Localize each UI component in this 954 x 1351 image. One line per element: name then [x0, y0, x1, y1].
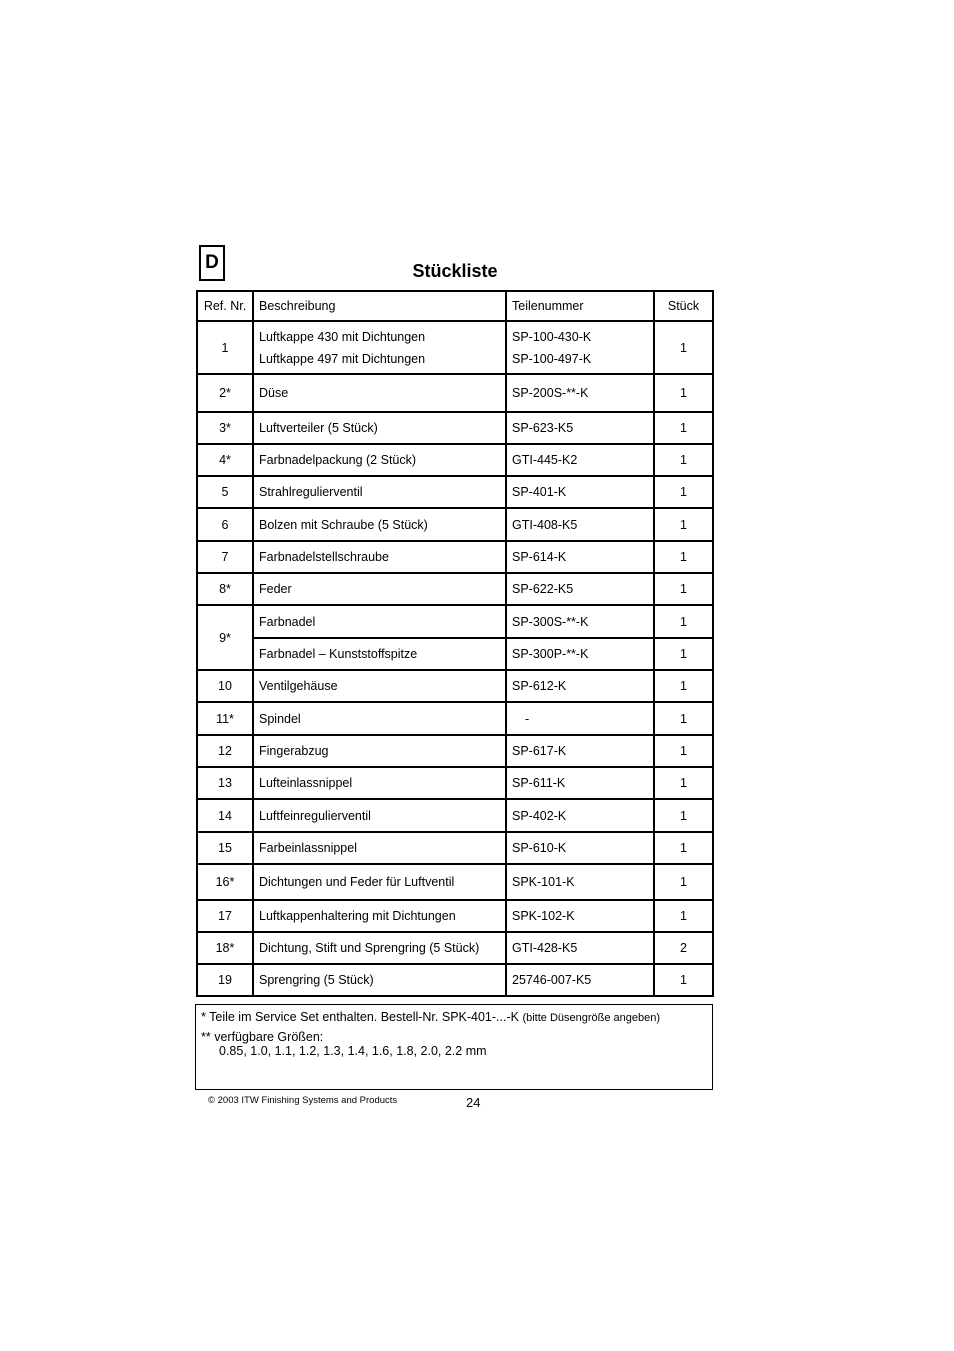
cell-quantity: 1 — [654, 638, 713, 670]
cell-quantity: 1 — [654, 799, 713, 832]
cell-ref: 16* — [197, 864, 253, 900]
table-row — [197, 670, 713, 702]
cell-description: Strahlregulierventil — [253, 476, 506, 508]
cell-part-number: 25746-007-K5 — [506, 964, 654, 996]
table-row — [197, 767, 713, 799]
cell-ref: 15 — [197, 832, 253, 864]
cell-ref: 12 — [197, 735, 253, 767]
cell-part-number: GTI-408-K5 — [506, 508, 654, 541]
cell-description: Spindel — [253, 702, 506, 735]
cell-part-number: SPK-101-K — [506, 864, 654, 900]
cell-quantity: 1 — [654, 374, 713, 412]
cell-description: Lufteinlassnippel — [253, 767, 506, 799]
cell-ref: 4* — [197, 444, 253, 476]
cell-ref: 2* — [197, 374, 253, 412]
table-row — [197, 964, 713, 996]
table-row — [197, 864, 713, 900]
cell-part-number: SP-612-K — [506, 670, 654, 702]
cell-quantity: 1 — [654, 964, 713, 996]
table-row — [197, 412, 713, 444]
table-row — [197, 321, 713, 374]
cell-quantity: 1 — [654, 702, 713, 735]
cell-part-number: GTI-428-K5 — [506, 932, 654, 964]
cell-quantity: 1 — [654, 735, 713, 767]
cell-part-number: GTI-445-K2 — [506, 444, 654, 476]
note-sizes-values: 0.85, 1.0, 1.1, 1.2, 1.3, 1.4, 1.6, 1.8, 2.0, 2.2 mm — [219, 1044, 487, 1058]
cell-quantity: 1 — [654, 832, 713, 864]
cell-quantity: 1 — [654, 321, 713, 374]
cell-description: Farbnadelstellschraube — [253, 541, 506, 573]
table-row — [197, 444, 713, 476]
note-service-set-text: * Teile im Service Set enthalten. Bestell-Nr. SPK-401-...-K — [201, 1010, 519, 1024]
language-marker: D — [199, 245, 225, 281]
cell-quantity: 1 — [654, 444, 713, 476]
table-row — [197, 508, 713, 541]
table-row — [197, 702, 713, 735]
cell-part-number: SP-402-K — [506, 799, 654, 832]
table-row — [197, 573, 713, 605]
notes-box — [195, 1004, 713, 1090]
cell-description: Sprengring (5 Stück) — [253, 964, 506, 996]
cell-ref: 6 — [197, 508, 253, 541]
cell-quantity: 1 — [654, 541, 713, 573]
cell-part-number: SP-401-K — [506, 476, 654, 508]
cell-description: Fingerabzug — [253, 735, 506, 767]
copyright: © 2003 ITW Finishing Systems and Products — [208, 1095, 398, 1106]
cell-part-line: SP-100-497-K — [512, 351, 592, 366]
cell-description-line: Luftkappe 497 mit Dichtungen — [259, 351, 426, 366]
table-row — [197, 932, 713, 964]
cell-part-number — [506, 321, 654, 374]
cell-description-line: Luftkappe 430 mit Dichtungen — [259, 329, 426, 344]
cell-part-line: SP-100-430-K — [512, 329, 592, 344]
cell-description: Luftverteiler (5 Stück) — [253, 412, 506, 444]
cell-part-number: SP-623-K5 — [506, 412, 654, 444]
table-row — [197, 638, 713, 670]
cell-description: Luftkappenhaltering mit Dichtungen — [253, 900, 506, 932]
cell-description: Farbnadel – Kunststoffspitze — [253, 638, 506, 670]
table-row — [197, 476, 713, 508]
cell-quantity: 1 — [654, 864, 713, 900]
header-quantity: Stück — [654, 291, 713, 321]
table-row — [197, 605, 713, 638]
table-row — [197, 735, 713, 767]
cell-ref: 14 — [197, 799, 253, 832]
table-row — [197, 374, 713, 412]
cell-description — [253, 321, 506, 374]
cell-description: Dichtungen und Feder für Luftventil — [253, 864, 506, 900]
cell-quantity: 1 — [654, 573, 713, 605]
header-part-number: Teilenummer — [506, 291, 654, 321]
header-description: Beschreibung — [253, 291, 506, 321]
cell-description: Bolzen mit Schraube (5 Stück) — [253, 508, 506, 541]
cell-part-number: SP-300S-**-K — [506, 605, 654, 638]
cell-description: Farbnadel — [253, 605, 506, 638]
page-number: 24 — [466, 1095, 481, 1110]
cell-part-number: SP-622-K5 — [506, 573, 654, 605]
table-header-row — [197, 291, 713, 321]
cell-ref: 5 — [197, 476, 253, 508]
cell-part-number: - — [506, 702, 654, 735]
cell-description: Farbeinlassnippel — [253, 832, 506, 864]
cell-ref: 8* — [197, 573, 253, 605]
cell-quantity: 1 — [654, 767, 713, 799]
cell-ref: 18* — [197, 932, 253, 964]
cell-ref: 17 — [197, 900, 253, 932]
cell-ref: 7 — [197, 541, 253, 573]
cell-ref: 13 — [197, 767, 253, 799]
parts-table — [196, 290, 714, 997]
cell-description: Luftfeinregulierventil — [253, 799, 506, 832]
cell-part-number: SP-200S-**-K — [506, 374, 654, 412]
cell-part-number: SP-300P-**-K — [506, 638, 654, 670]
note-service-set — [201, 1010, 707, 1024]
cell-ref: 19 — [197, 964, 253, 996]
table-row — [197, 832, 713, 864]
cell-description: Düse — [253, 374, 506, 412]
cell-quantity: 1 — [654, 670, 713, 702]
cell-description: Farbnadelpackung (2 Stück) — [253, 444, 506, 476]
cell-description: Feder — [253, 573, 506, 605]
table-row — [197, 900, 713, 932]
cell-quantity: 1 — [654, 412, 713, 444]
cell-part-number: SP-611-K — [506, 767, 654, 799]
cell-ref: 3* — [197, 412, 253, 444]
cell-ref: 10 — [197, 670, 253, 702]
cell-quantity: 1 — [654, 605, 713, 638]
table-row — [197, 799, 713, 832]
cell-quantity: 1 — [654, 508, 713, 541]
cell-quantity: 1 — [654, 900, 713, 932]
cell-ref: 11* — [197, 702, 253, 735]
cell-part-number: SP-614-K — [506, 541, 654, 573]
cell-part-number: SP-610-K — [506, 832, 654, 864]
cell-description: Dichtung, Stift und Sprengring (5 Stück) — [253, 932, 506, 964]
cell-description: Ventilgehäuse — [253, 670, 506, 702]
note-service-set-hint: (bitte Düsengröße angeben) — [522, 1012, 661, 1024]
header-ref: Ref. Nr. — [197, 291, 253, 321]
cell-part-number: SP-617-K — [506, 735, 654, 767]
cell-quantity: 2 — [654, 932, 713, 964]
table-row — [197, 541, 713, 573]
note-sizes-label: ** verfügbare Größen: — [201, 1030, 324, 1044]
cell-ref: 9* — [197, 605, 253, 670]
cell-quantity: 1 — [654, 476, 713, 508]
cell-ref: 1 — [197, 321, 253, 374]
cell-part-number: SPK-102-K — [506, 900, 654, 932]
page-title: Stückliste — [412, 261, 498, 281]
